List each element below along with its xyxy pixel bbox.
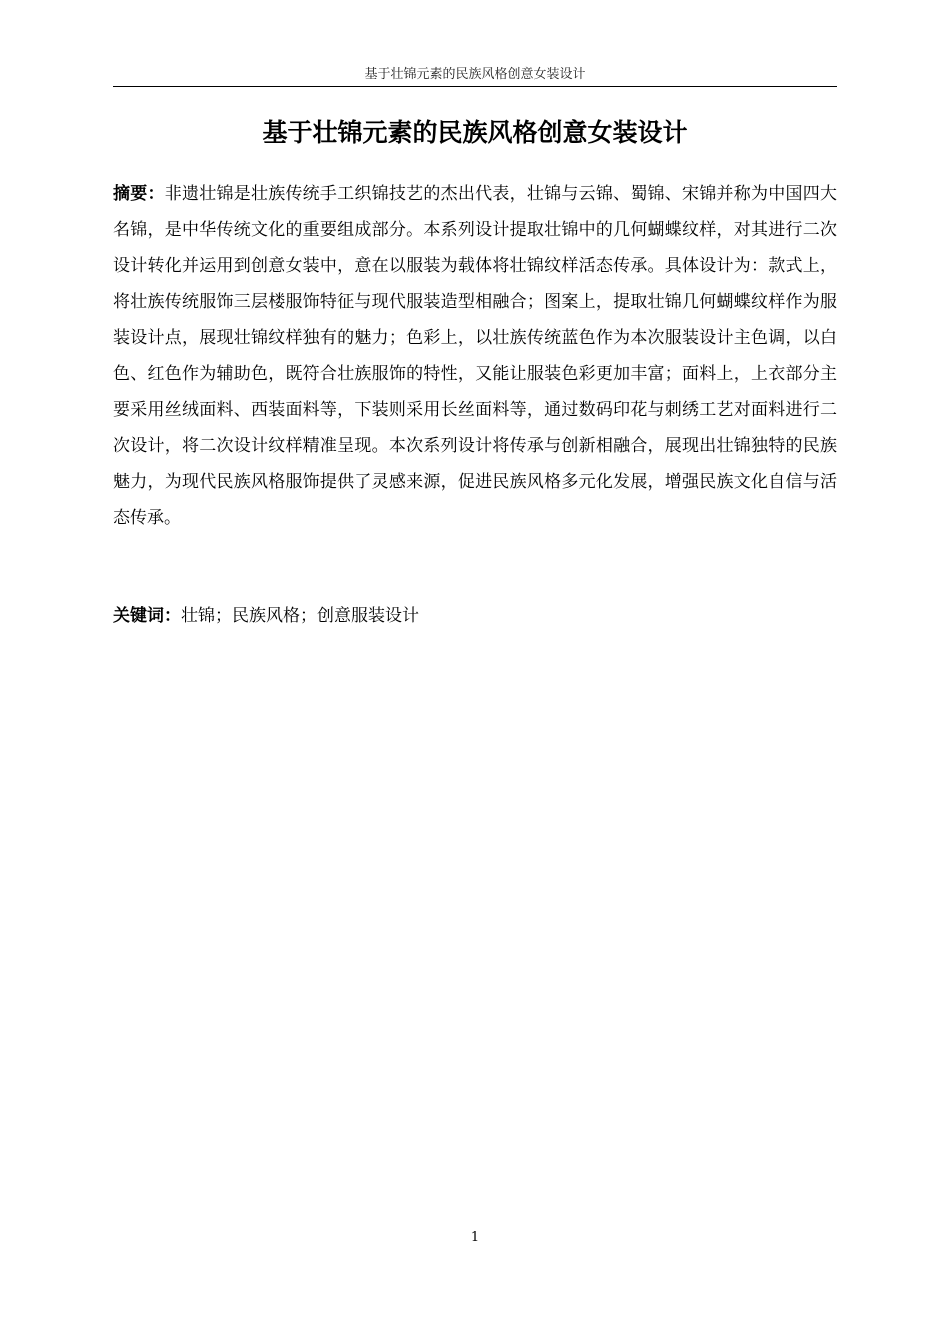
running-header: 基于壮锦元素的民族风格创意女装设计 [364,67,586,82]
keywords-label: 关键词： [113,606,181,626]
abstract-paragraph [113,176,837,536]
abstract-text: 非遗壮锦是壮族传统手工织锦技艺的杰出代表，壮锦与云锦、蜀锦、宋锦并称为中国四大名锦，是中华传统文化的重要组成部分。本系列设计提取壮锦中的几何蝴蝶纹样，对其进行二次设计转化并运用到创意女装中，意在以服装为载体将壮锦纹样活态传承。具体设计为：款式上，将壮族传统服饰三层楼服饰特征与现代服装造型相融合；图案上，提取壮锦几何蝴蝶纹样作为服装设计点，展现壮锦纹样独有的魅力；色彩上，以壮族传统蓝色作为本次服装设计主色调，以白色、红色作为辅助色，既符合壮族服饰的特性，又能让服装色彩更加丰富；面料上，上衣部分主要采用丝绒面料、西装面料等，下装则采用长丝面料等，通过数码印花与刺绣工艺对面料进行二次设计，将二次设计纹样精准呈现。本次系列设计将传承与创新相融合，展现出壮锦独特的民族魅力，为现代民族风格服饰提供了灵感来源，促进民族风格多元化发展，增强民族文化自信与活态传承。 [113,184,838,528]
header-divider [113,86,837,87]
abstract-label: 摘要： [113,184,165,204]
document-title: 基于壮锦元素的民族风格创意女装设计 [262,118,688,147]
keywords-paragraph [113,598,837,634]
page-number: 1 [470,1230,480,1245]
keywords-text: 壮锦；民族风格；创意服装设计 [181,606,419,626]
